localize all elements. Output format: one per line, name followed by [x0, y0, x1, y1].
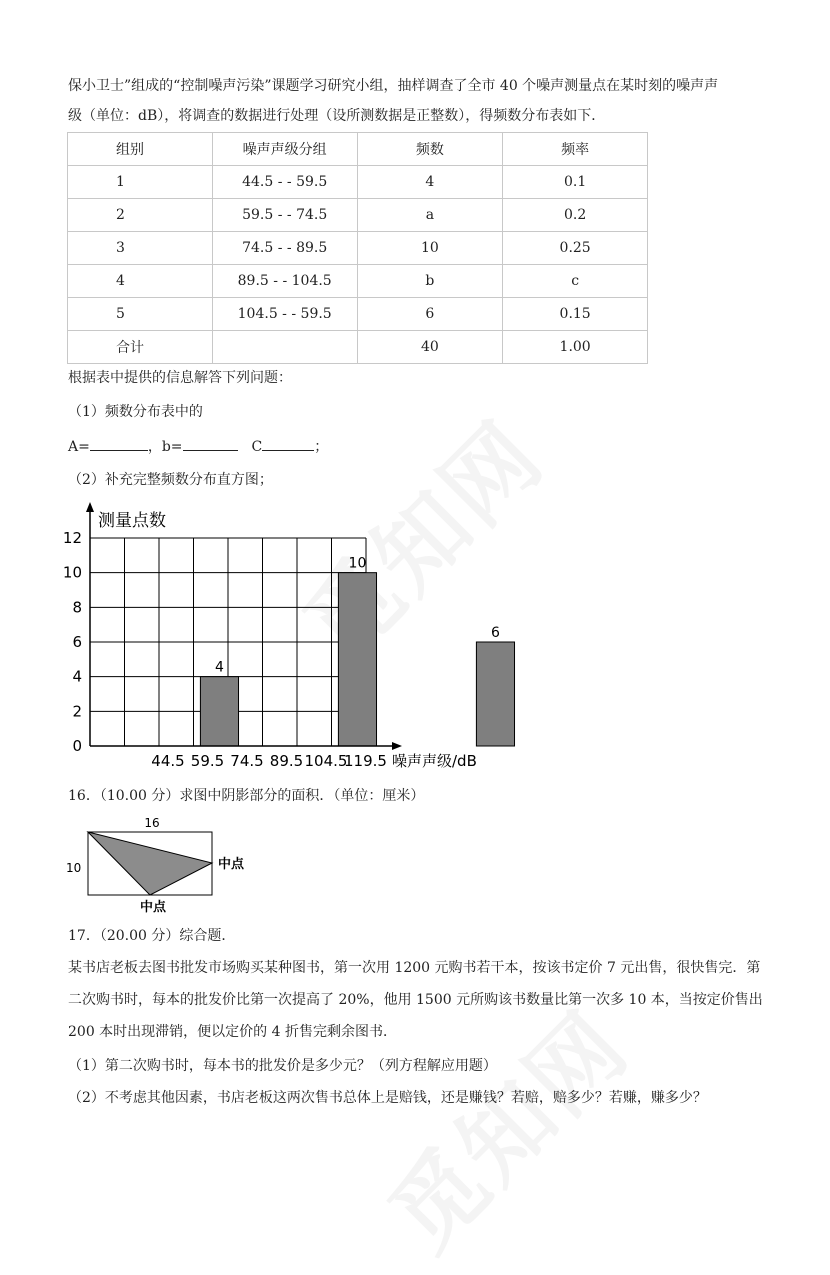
c-end: ； — [314, 439, 329, 455]
table-header: 频数 — [357, 133, 503, 166]
y-axis-arrow — [86, 502, 94, 512]
x-tick-label: 89.5 — [269, 752, 304, 770]
table-cell: 40 — [357, 331, 503, 364]
table-header: 噪声声级分组 — [212, 133, 357, 166]
x-tick-label: 74.5 — [230, 752, 264, 770]
table-header: 频率 — [503, 133, 648, 166]
b-answer-blank[interactable] — [183, 436, 238, 451]
y-tick-label: 8 — [72, 598, 82, 617]
table-cell: 5 — [68, 298, 213, 331]
table-cell: 0.2 — [503, 199, 648, 232]
y-tick-label: 6 — [72, 633, 82, 651]
table-cell: 44.5 - - 59.5 — [212, 166, 357, 199]
x-tick-label: 59.5 — [190, 752, 225, 770]
table-cell: 4 — [357, 166, 503, 199]
table-cell: 89.5 - - 104.5 — [212, 265, 357, 298]
x-axis-arrow — [392, 742, 402, 750]
y-axis-title: 测量点数 — [98, 511, 166, 531]
q17-title: 17．（20.00 分）综合题． — [68, 928, 236, 944]
table-row — [68, 166, 648, 199]
table-cell: 104.5 - - 59.5 — [212, 298, 357, 331]
y-tick-label: 10 — [62, 563, 82, 582]
table-cell: 3 — [68, 232, 213, 265]
x-tick-label: 104.5 — [304, 752, 348, 770]
intro-line-2: 级（单位：dB），将调查的数据进行处理（设所测数据是正整数），得频数分布表如下． — [68, 108, 606, 124]
frequency-histogram — [58, 500, 500, 778]
a-answer-blank[interactable] — [90, 436, 148, 451]
table-row — [68, 199, 648, 232]
table-cell: 0.1 — [503, 166, 648, 199]
table-cell: 74.5 - - 89.5 — [212, 232, 357, 265]
table-cell: 10 — [357, 232, 503, 265]
histogram-bar — [338, 573, 376, 746]
bar-value-label: 10 — [348, 555, 367, 572]
table-row — [68, 298, 648, 331]
frequency-table — [67, 132, 648, 364]
height-label: 10 — [66, 861, 82, 875]
q15-part2: （2）补充完整频数分布直方图； — [68, 472, 273, 488]
table-cell: a — [357, 199, 503, 232]
midpoint-right-label: 中点 — [218, 857, 245, 872]
x-tick-label: 119.5 — [344, 752, 387, 770]
a-label: A= — [68, 439, 90, 455]
histogram-bars — [200, 573, 514, 746]
y-tick-label: 0 — [72, 737, 82, 755]
bar-value-label: 4 — [215, 659, 224, 676]
table-cell: 合计 — [68, 331, 213, 364]
watermark — [356, 978, 653, 1275]
y-tick-label: 2 — [72, 702, 82, 721]
x-tick-label: 44.5 — [151, 752, 185, 770]
table-cell: 59.5 - - 74.5 — [212, 199, 357, 232]
table-row — [68, 331, 648, 364]
q17-part2: （2）不考虑其他因素，书店老板这两次售书总体上是赔钱，还是赚钱？若赔，赔多少？若赚，赚多少？ — [68, 1090, 707, 1106]
q15-part1: （1）频数分布表中的 — [68, 404, 203, 420]
table-header: 组别 — [68, 133, 213, 166]
intro-line-1: 保小卫士”组成的“控制噪声污染”课题学习研究小组，抽样调查了全市 40 个噪声测量点在某时刻的噪声声 — [68, 78, 719, 94]
table-cell: 1.00 — [503, 331, 648, 364]
shaded-triangle — [88, 832, 212, 895]
q15-blanks — [68, 436, 328, 457]
table-cell: 6 — [357, 298, 503, 331]
width-label: 16 — [144, 816, 160, 830]
x-tick-labels — [151, 752, 387, 770]
table-cell — [212, 331, 357, 364]
q17-part1: （1）第二次购书时，每本书的批发价是多少元？（列方程解应用题） — [68, 1058, 497, 1074]
table-cell: 1 — [68, 166, 213, 199]
q17-line-3: 200 本时出现滞销，便以定价的 4 折售完剩余图书． — [68, 1024, 397, 1040]
b-label: ，b= — [147, 439, 183, 455]
q17-line-1: 某书店老板去图书批发市场购买某种图书，第一次用 1200 元购书若干本，按该书定价 7 元出售，很快售完．第 — [68, 960, 761, 976]
q17-line-2: 二次购书时，每本的批发价比第一次提高了 20%，他用 1500 元所购该书数量比第一次多 10 本，当按定价售出 — [68, 992, 763, 1008]
q15-prompt: 根据表中提供的信息解答下列问题： — [68, 370, 292, 386]
table-cell: 4 — [68, 265, 213, 298]
table-cell: 2 — [68, 199, 213, 232]
table-row — [68, 265, 648, 298]
table-cell: 0.15 — [503, 298, 648, 331]
table-cell: c — [503, 265, 648, 298]
y-tick-label: 4 — [72, 667, 82, 686]
table-row — [68, 232, 648, 265]
table-cell: b — [357, 265, 503, 298]
table-header-row — [68, 133, 648, 166]
q16-figure — [60, 812, 270, 918]
midpoint-bottom-label: 中点 — [140, 900, 167, 915]
q16-title: 16．（10.00 分）求图中阴影部分的面积．（单位：厘米） — [68, 788, 425, 804]
x-axis-title: 噪声声级/dB — [392, 752, 477, 770]
c-answer-blank[interactable] — [262, 436, 314, 451]
histogram-bar — [476, 642, 514, 746]
table-cell: 0.25 — [503, 232, 648, 265]
c-label: C — [251, 439, 263, 455]
y-tick-label: 12 — [62, 529, 82, 547]
bar-value-label: 6 — [491, 625, 500, 641]
y-tick-labels — [63, 529, 82, 755]
histogram-bar — [200, 677, 238, 746]
